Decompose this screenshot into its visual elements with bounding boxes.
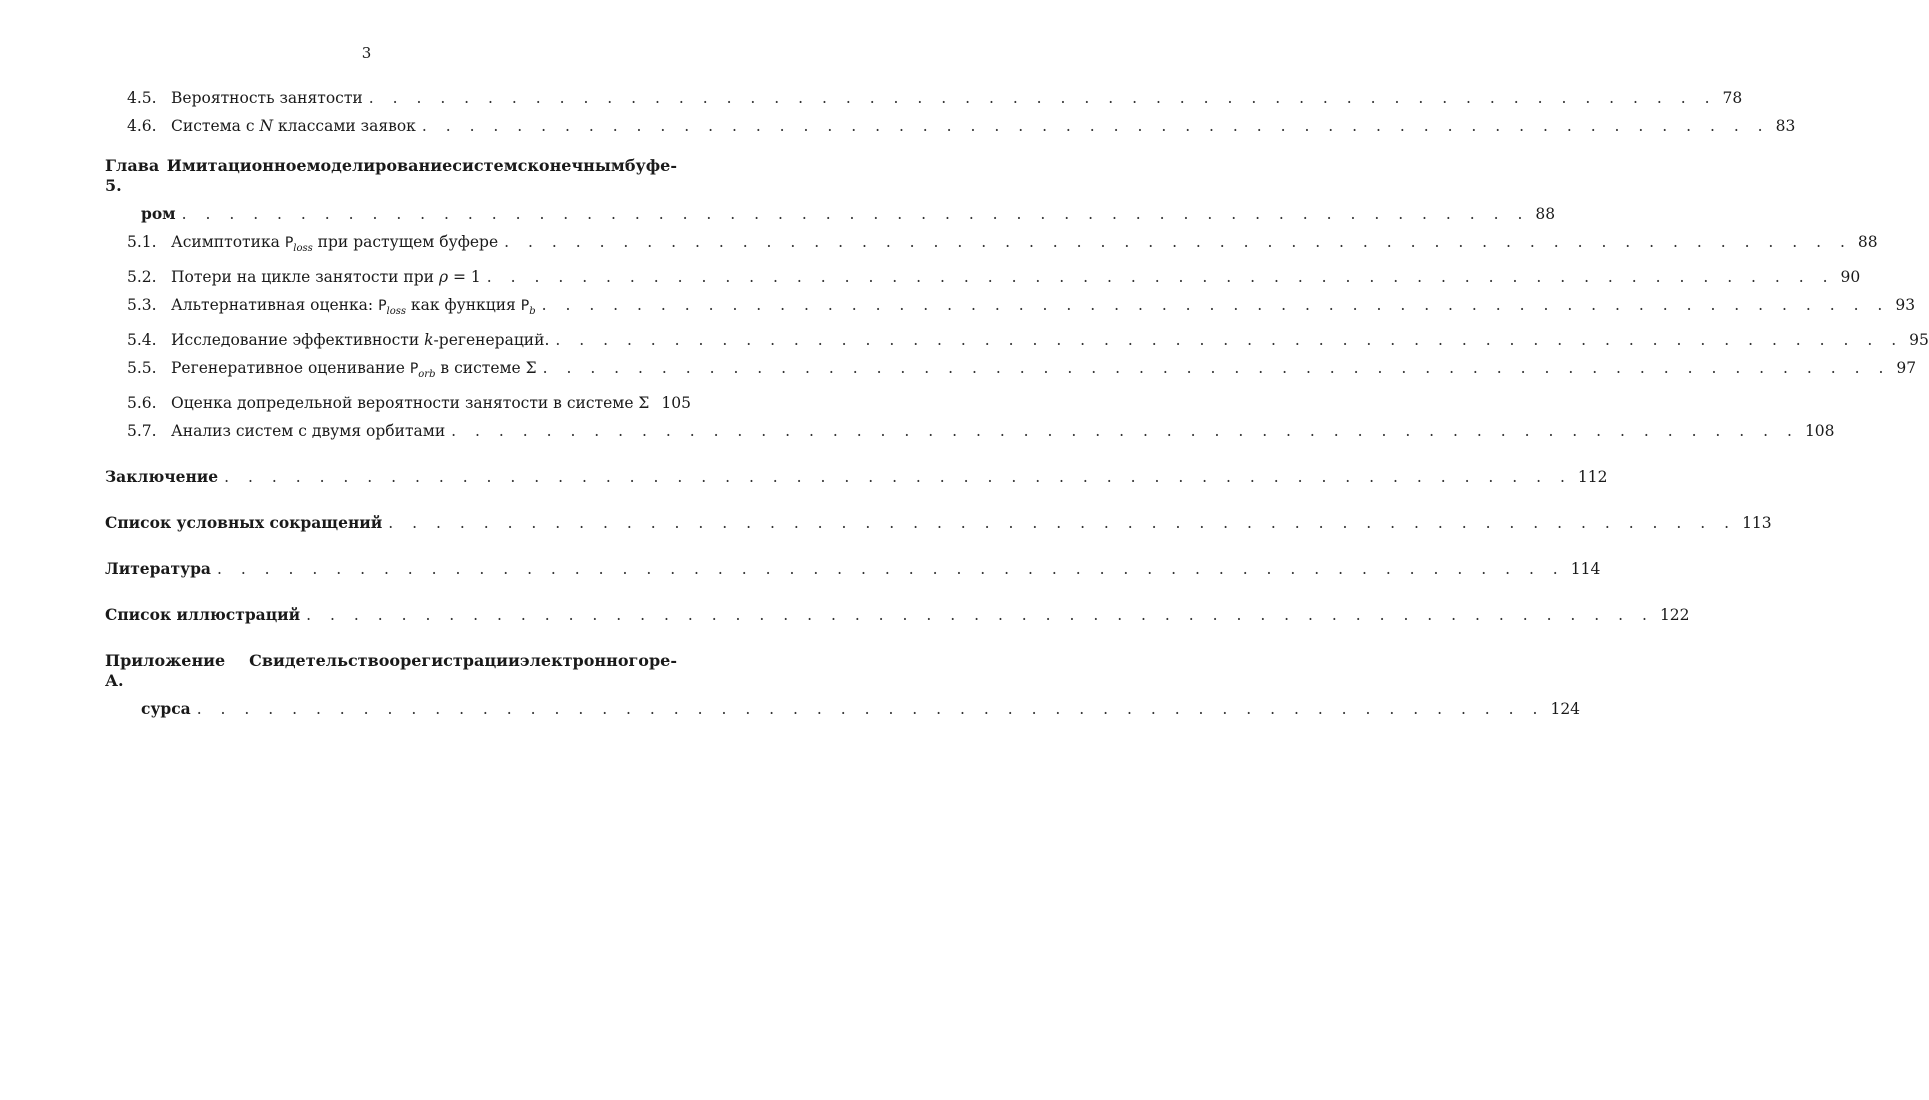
heading-word: с [517, 156, 528, 175]
toc-entry-4-5[interactable] [127, 88, 1743, 108]
heading-word: ре- [648, 651, 677, 671]
chapter-label: Глава 5. [105, 156, 160, 195]
leader-dots: . . . . . . . . . . . . . . . . . . . . . . . . . . . . . . . . . . . . . . . . . . . . . . . . . . . . . . . . . [216, 560, 1565, 579]
toc-entry-5-7[interactable] [127, 421, 1835, 441]
section-number: 4.6. [127, 117, 157, 135]
heading-word: о [389, 651, 401, 671]
heading-word: буфе- [624, 156, 677, 175]
heading-tail: сурса [141, 699, 191, 719]
section-number: 4.5. [127, 89, 157, 107]
heading-word: регистрации [400, 651, 520, 671]
section-title: Оценка допредельной вероятности занятости в системе Σ [171, 394, 650, 413]
section-title: Альтернативная оценка: $P_{loss}$ как функция $P_b$ [171, 296, 536, 318]
toc-entry-5-4[interactable] [127, 330, 1929, 350]
appendix-a-heading-cont[interactable] [141, 699, 1581, 719]
page-ref: 114 [1570, 560, 1601, 579]
heading-word: электронного [519, 651, 649, 671]
section-number: 5.3. [127, 296, 157, 315]
section-title: Исследование эффективности k-регенераций. [171, 331, 550, 350]
toc-entry-conclusion[interactable] [105, 467, 1608, 487]
page-ref: 88 [1535, 205, 1556, 223]
page-ref: 90 [1840, 268, 1861, 287]
page-ref: 95 [1909, 331, 1929, 350]
page-ref: 78 [1722, 89, 1743, 107]
section-title: Анализ систем с двумя орбитами [171, 422, 446, 441]
toc-entry-5-5[interactable] [127, 358, 1917, 385]
entry-title: Список условных сокращений [105, 513, 383, 533]
heading-tail: ром [141, 204, 176, 223]
leader-dots: . . . . . . . . . . . . . . . . . . . . . . . . . . . . . . . . . . . . . . . . . . . . . . . . . . . . . . . . . [555, 331, 1904, 350]
toc-entry-5-6[interactable] [127, 393, 691, 413]
chapter-5-heading[interactable] [105, 156, 677, 196]
entry-title: Заключение [105, 467, 219, 487]
entry-title: Литература [105, 559, 211, 579]
toc-entry-abbreviations[interactable] [105, 513, 1772, 533]
page-ref: 112 [1577, 468, 1608, 487]
entry-title: Список иллюстраций [105, 605, 301, 625]
heading-word: Имитационное [166, 156, 307, 175]
section-title: Потери на цикле занятости при ρ = 1 [171, 268, 481, 287]
page-ref: 122 [1659, 606, 1690, 625]
toc-entry-4-6[interactable] [127, 116, 1796, 136]
toc-entry-illustrations[interactable] [105, 605, 1690, 625]
page-ref: 97 [1896, 359, 1917, 378]
heading-word: конечным [527, 156, 625, 175]
leader-dots: . . . . . . . . . . . . . . . . . . . . . . . . . . . . . . . . . . . . . . . . . . . . . . . . . . . . . . . . . [224, 468, 1572, 487]
section-number: 5.4. [127, 331, 157, 350]
section-number: 5.2. [127, 268, 157, 287]
leader-dots: . . . . . . . . . . . . . . . . . . . . . . . . . . . . . . . . . . . . . . . . . . . . . . . . . . . . . . . . . [451, 422, 1799, 441]
leader-dots: . . . . . . . . . . . . . . . . . . . . . . . . . . . . . . . . . . . . . . . . . . . . . . . . . . . . . . . . . [181, 205, 1530, 223]
leader-dots: . . . . . . . . . . . . . . . . . . . . . . . . . . . . . . . . . . . . . . . . . . . . . . . . . . . . . . . . . [504, 233, 1852, 251]
page-number: 3 [361, 44, 372, 62]
leader-dots: . . . . . . . . . . . . . . . . . . . . . . . . . . . . . . . . . . . . . . . . . . . . . . . . . . . . . . . . . [388, 514, 1737, 533]
page-ref: 88 [1857, 233, 1878, 251]
appendix-a-heading[interactable] [105, 651, 677, 691]
toc-entry-5-3[interactable] [127, 295, 1916, 322]
page-ref: 108 [1804, 422, 1835, 441]
page-ref: 124 [1550, 700, 1581, 719]
leader-dots: . . . . . . . . . . . . . . . . . . . . . . . . . . . . . . . . . . . . . . . . . . . . . . . . . . . . . . . . . [421, 117, 1770, 135]
heading-word: систем [452, 156, 518, 175]
toc-entry-references[interactable] [105, 559, 1601, 579]
section-number: 5.6. [127, 394, 157, 413]
page-ref: 105 [661, 394, 691, 413]
chapter-5-heading-cont[interactable] [141, 204, 1556, 224]
heading-word: моделирование [306, 156, 453, 175]
section-number: 5.5. [127, 359, 157, 378]
leader-dots: . . . . . . . . . . . . . . . . . . . . . . . . . . . . . . . . . . . . . . . . . . . . . . . . . . . . . . . . . [196, 700, 1545, 719]
page-ref: 113 [1742, 514, 1772, 533]
section-number: 5.1. [127, 233, 157, 251]
table-of-contents [105, 88, 1929, 719]
page-ref: 83 [1775, 117, 1796, 135]
section-number: 5.7. [127, 422, 157, 441]
leader-dots: . . . . . . . . . . . . . . . . . . . . . . . . . . . . . . . . . . . . . . . . . . . . . . . . . . . . . . . . . [368, 89, 1717, 107]
leader-dots: . . . . . . . . . . . . . . . . . . . . . . . . . . . . . . . . . . . . . . . . . . . . . . . . . . . . . . . . . [542, 359, 1891, 378]
page-ref: 93 [1895, 296, 1916, 315]
leader-dots: . . . . . . . . . . . . . . . . . . . . . . . . . . . . . . . . . . . . . . . . . . . . . . . . . . . . . . . . . [541, 296, 1890, 315]
section-title: Асимптотика $P_{loss}$ при растущем буфере [171, 233, 499, 255]
section-title: Вероятность занятости [171, 89, 363, 107]
appendix-label: Приложение А. [105, 651, 226, 691]
toc-entry-5-2[interactable] [127, 267, 1861, 287]
section-title: Регенеративное оценивание $P_{orb}$ в системе Σ [171, 359, 537, 381]
toc-entry-5-1[interactable] [127, 232, 1878, 259]
heading-word: Свидетельство [249, 651, 390, 671]
section-title: Система с N классами заявок [171, 117, 416, 135]
leader-dots: . . . . . . . . . . . . . . . . . . . . . . . . . . . . . . . . . . . . . . . . . . . . . . . . . . . . . . . . . [306, 606, 1654, 625]
leader-dots: . . . . . . . . . . . . . . . . . . . . . . . . . . . . . . . . . . . . . . . . . . . . . . . . . . . . . . . . . [486, 268, 1835, 287]
